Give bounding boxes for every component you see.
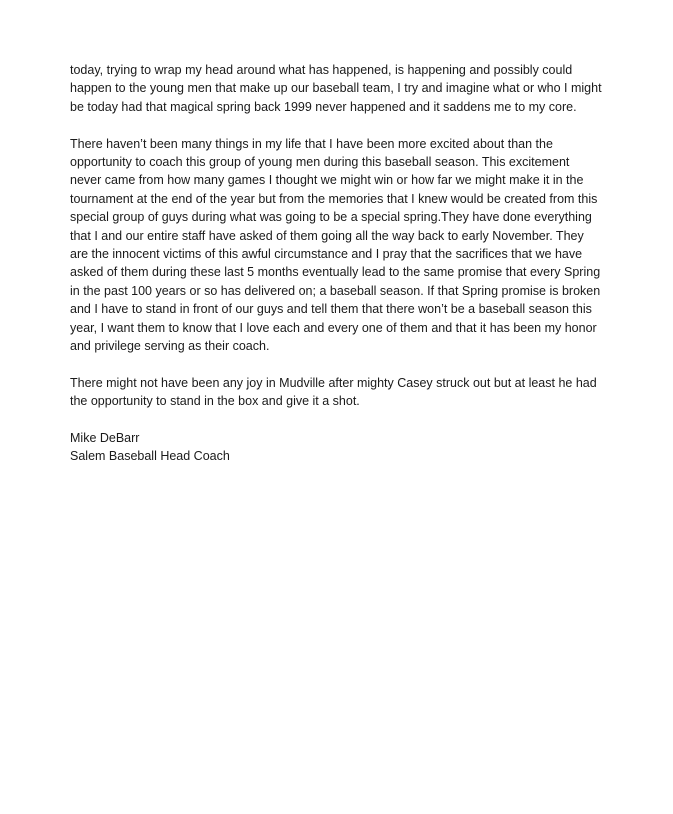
text-line: year, I want them to know that I love each and every one of them and that it has been my honor — [70, 320, 597, 335]
text-line: and privilege serving as their coach. — [70, 339, 270, 354]
text-line: special group of guys during what was going to be a special spring.They have done everything — [70, 210, 592, 225]
paragraph-3 — [70, 374, 615, 411]
text-line: happen to the young men that make up our baseball team, I try and imagine what or who I might — [70, 81, 602, 96]
text-line: There haven’t been many things in my life that I have been more excited about than the — [70, 136, 553, 151]
text-line: asked of them during these last 5 months eventually lead to the same promise that every Spring — [70, 265, 601, 280]
text-line: the opportunity to stand in the box and give it a shot. — [70, 394, 360, 409]
paragraph-1 — [70, 61, 615, 116]
text-line: never came from how many games I thought we might win or how far we might make it in the — [70, 173, 584, 188]
paragraph-2 — [70, 135, 615, 356]
signature-name: Mike DeBarr — [70, 431, 140, 446]
text-line: tournament at the end of the year but from the memories that I knew would be created from this — [70, 191, 598, 206]
signature-title: Salem Baseball Head Coach — [70, 449, 230, 464]
text-line: today, trying to wrap my head around what has happened, is happening and possibly could — [70, 63, 573, 77]
text-line: in the past 100 years or so has delivered on; a baseball season. If that Spring promise is broken — [70, 283, 601, 298]
text-line: There might not have been any joy in Mudville after mighty Casey struck out but at least he had — [70, 375, 597, 390]
text-line: be today had that magical spring back 1999 never happened and it saddens me to my core. — [70, 99, 577, 114]
signature-block — [70, 429, 615, 466]
letter-body — [70, 61, 615, 466]
text-line: opportunity to coach this group of young men during this baseball season. This excitement — [70, 155, 570, 170]
text-line: that I and our entire staff have asked of them going all the way back to early November. They — [70, 228, 584, 243]
text-line: are the innocent victims of this awful circumstance and I pray that the sacrifices that we have — [70, 247, 583, 262]
text-line: and I have to stand in front of our guys and tell them that there won’t be a baseball season this — [70, 302, 592, 317]
